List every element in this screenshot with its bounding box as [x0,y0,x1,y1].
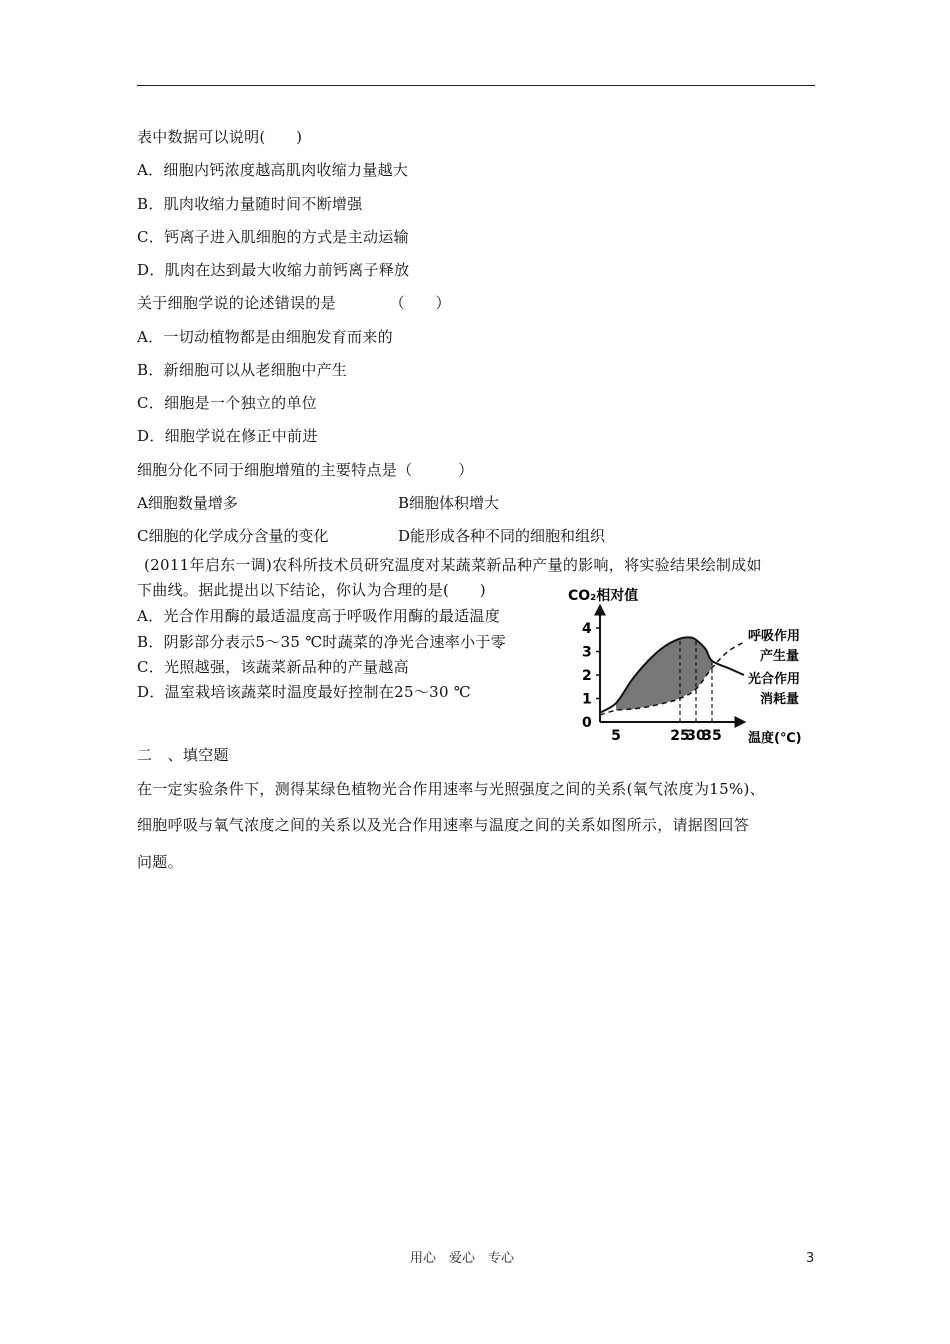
q2-option-d: D．细胞学说在修正中前进 [137,427,318,445]
y-tick-label: 0 [582,715,592,731]
y-tick-label: 4 [582,621,592,637]
x-tick-label: 30 [686,728,706,744]
legend-photosynthesis-line1: 光合作用 [748,672,801,687]
x-axis-label: 温度(℃) [748,731,802,746]
q3-option-c: C细胞的化学成分含量的变化 [137,527,329,545]
footer-motto: 用心 爱心 专心 [410,1251,515,1266]
legend-respiration-line1: 呼吸作用 [748,629,801,644]
page-number: 3 [806,1251,815,1266]
q1-option-a: A．细胞内钙浓度越高肌肉收缩力量越大 [137,161,409,179]
q3-option-b: B细胞体积增大 [398,494,500,512]
q5-line1: 在一定实验条件下，测得某绿色植物光合作用速率与光照强度之间的关系(氧气浓度为15%)、 [137,780,765,798]
q4-stem-line1: (2011年启东一调)农科所技术员研究温度对某蔬菜新品种产量的影响，将实验结果绘制成如 [144,556,762,574]
y-axis-label: CO₂相对值 [568,588,639,604]
q3-stem: 细胞分化不同于细胞增殖的主要特点是（ ） [137,461,474,479]
x-tick-label: 25 [670,728,690,744]
q1-stem: 表中数据可以说明( ) [137,128,303,146]
q3-option-a: A细胞数量增多 [137,494,238,512]
shaded-region [616,637,712,710]
q3-option-d: D能形成各种不同的细胞和组织 [398,527,606,545]
y-tick-label: 2 [582,668,592,684]
q4-option-d: D．温室栽培该蔬菜时温度最好控制在25～30 ℃ [137,683,471,701]
q2-stem: 关于细胞学说的论述错误的是 （ ） [137,294,451,312]
q2-option-a: A．一切动植物都是由细胞发育而来的 [137,328,393,346]
y-tick-label: 3 [582,644,592,661]
q4-option-c: C．光照越强，该蔬菜新品种的产量越高 [137,658,409,676]
header-rule [137,85,815,86]
q1-option-b: B．肌肉收缩力量随时间不断增强 [137,195,363,213]
q5-line2: 细胞呼吸与氧气浓度之间的关系以及光合作用速率与温度之间的关系如图所示，请据图回答 [137,816,750,834]
q1-option-d: D．肌肉在达到最大收缩力前钙离子释放 [137,261,410,279]
x-tick-label: 5 [611,728,621,744]
legend-respiration-line2: 产生量 [760,649,800,664]
q4-option-b: B．阴影部分表示5～35 ℃时蔬菜的净光合速率小于零 [137,633,507,651]
y-tick-label: 1 [582,691,592,708]
q4-stem-line2: 下曲线。据此提出以下结论，你认为合理的是( ) [137,581,486,599]
co2-temperature-chart [560,580,820,750]
q2-option-c: C．细胞是一个独立的单位 [137,394,318,412]
q2-option-b: B．新细胞可以从老细胞中产生 [137,361,348,379]
x-tick-label: 35 [702,728,722,744]
q5-line3: 问题。 [137,853,183,871]
q1-option-c: C．钙离子进入肌细胞的方式是主动运输 [137,228,409,246]
section-heading: 二 、填空题 [137,746,229,764]
q4-option-a: A．光合作用酶的最适温度高于呼吸作用酶的最适温度 [137,607,501,625]
legend-photosynthesis-line2: 消耗量 [760,692,800,707]
